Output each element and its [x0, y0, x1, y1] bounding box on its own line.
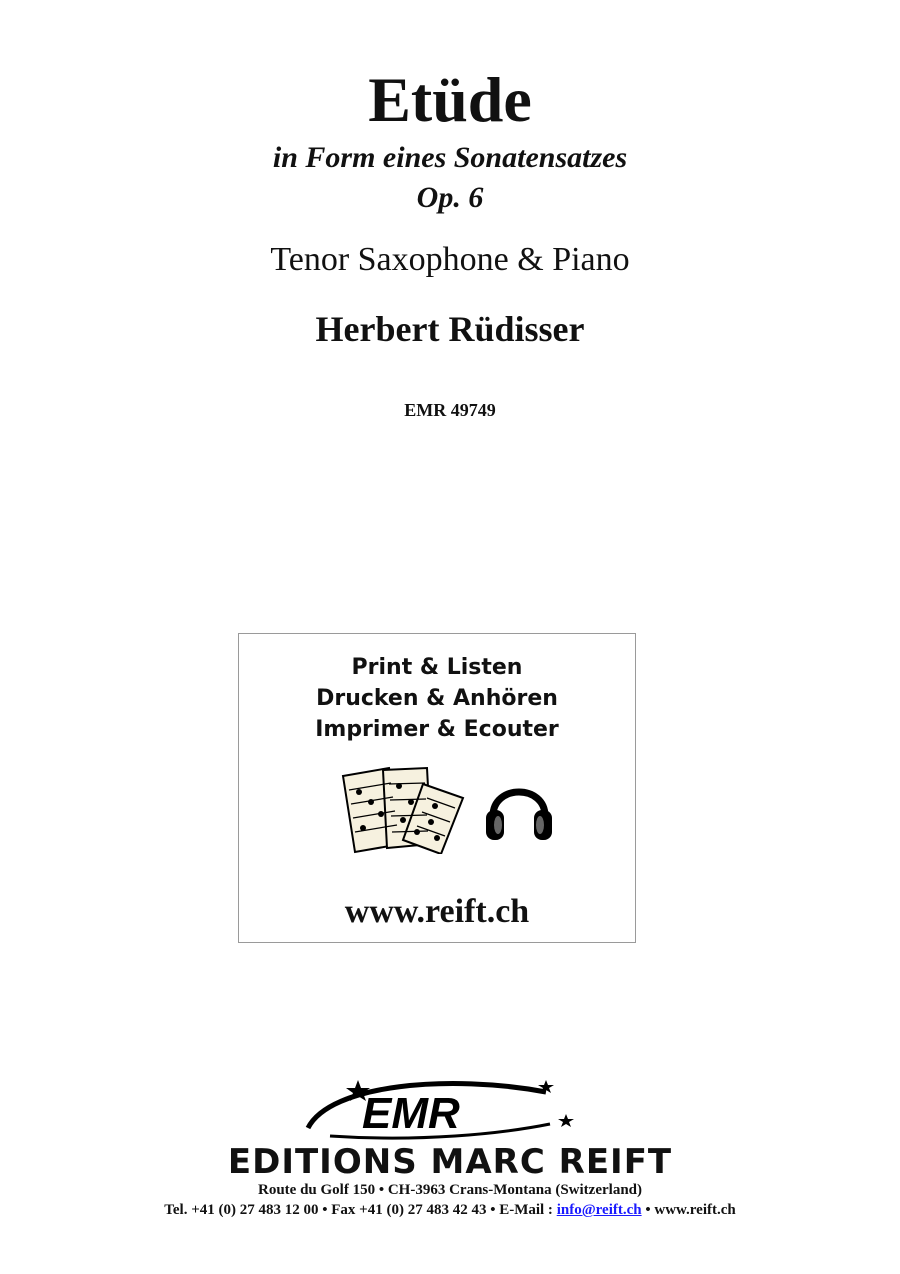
promo-line-french: Imprimer & Ecouter	[315, 717, 559, 742]
contact-phone-fax: Tel. +41 (0) 27 483 12 00 • Fax +41 (0) 27 483 42 43 • E-Mail :	[164, 1202, 557, 1218]
piece-subtitle: in Form eines Sonatensatzes	[272, 141, 628, 174]
promo-line-german: Drucken & Anhören	[316, 686, 558, 711]
email-link[interactable]: info@reift.ch	[556, 1202, 642, 1218]
promo-icons	[239, 762, 635, 862]
instrumentation: Tenor Saxophone & Piano	[270, 241, 630, 278]
composer-name: Herbert Rüdisser	[315, 309, 585, 349]
emr-logo-icon	[300, 1076, 600, 1142]
print-listen-box	[238, 633, 636, 943]
opus-number: Op. 6	[416, 181, 484, 214]
sheet-music-icon	[337, 762, 467, 854]
promo-website[interactable]: www.reift.ch	[344, 893, 530, 930]
piece-title: Etüde	[368, 64, 532, 135]
publisher-name: EDITIONS MARC REIFT	[227, 1142, 673, 1182]
promo-line-english: Print & Listen	[351, 655, 523, 680]
promo-text	[239, 652, 635, 745]
logo-letters: EMR	[362, 1089, 460, 1138]
publisher-contact	[0, 1200, 900, 1220]
contact-website[interactable]: • www.reift.ch	[641, 1202, 736, 1218]
catalog-number: EMR 49749	[404, 400, 496, 420]
headphones-icon	[483, 772, 555, 846]
publisher-address: Route du Golf 150 • CH-3963 Crans-Montana (Switzerland)	[258, 1182, 642, 1198]
